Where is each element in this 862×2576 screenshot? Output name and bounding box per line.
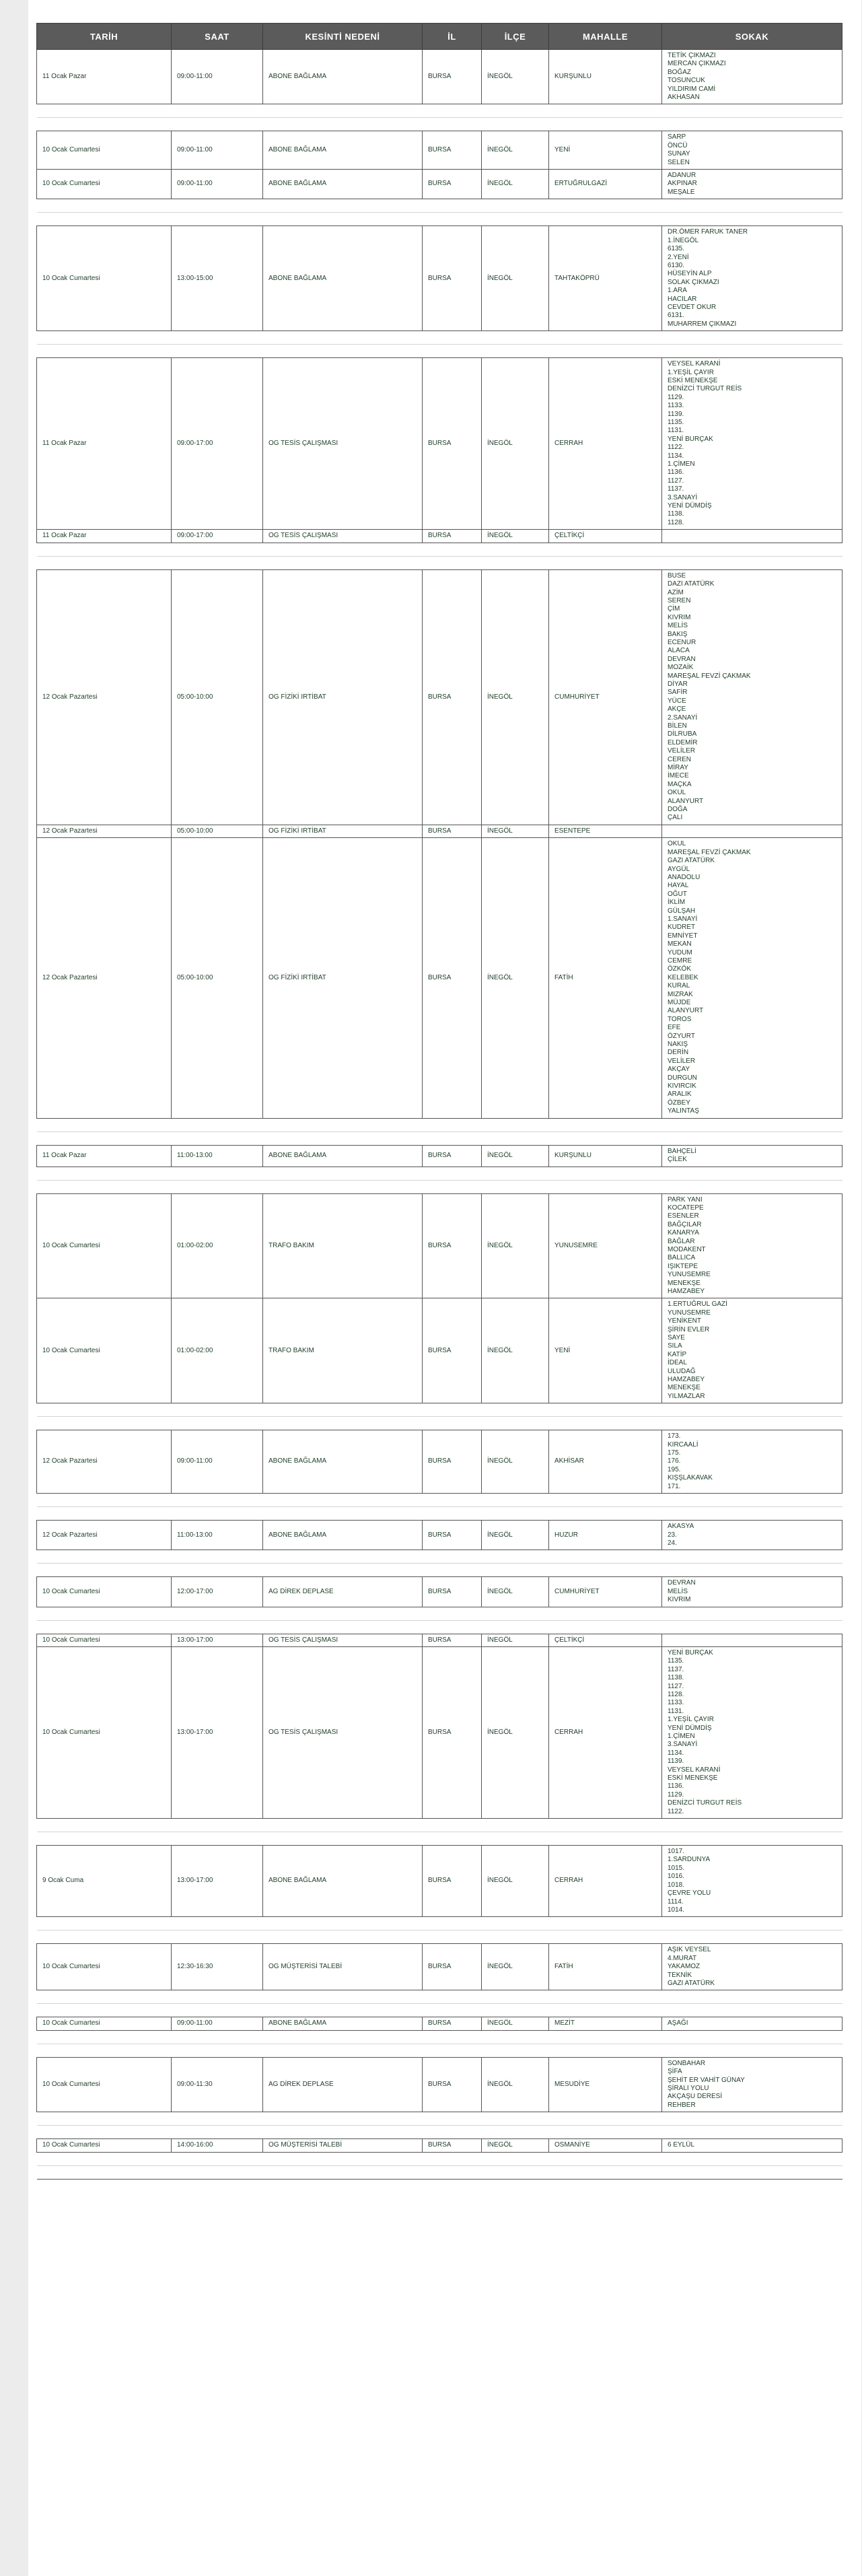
cell-time: 13:00-17:00 [172, 1646, 263, 1818]
cell-neighborhood: HUZUR [549, 1521, 662, 1550]
cell-date: 10 Ocak Cumartesi [37, 226, 172, 331]
cell-streets: DEVRAN MELİS KIVRIM [662, 1577, 842, 1607]
cell-streets: PARK YANI KOCATEPE ESENLER BAĞÇILAR KANARYA BAĞLAR MODAKENT BALLICA IŞIKTEPE YUNUSEMRE MENEKŞE HAMZABEY [662, 1193, 842, 1298]
cell-city: BURSA [423, 170, 482, 199]
cell-time: 09:00-11:00 [172, 131, 263, 170]
table-row [37, 1298, 842, 1403]
cell-district: İNEGÖL [482, 1634, 549, 1646]
table-row [37, 1646, 842, 1818]
table-row [37, 1944, 842, 1990]
cell-date: 12 Ocak Pazartesi [37, 825, 172, 837]
row-separator [37, 2112, 842, 2139]
cell-reason: AG DİREK DEPLASE [263, 2057, 423, 2112]
separator-cell [37, 199, 842, 226]
cell-time: 09:00-11:00 [172, 50, 263, 104]
row-separator [37, 1607, 842, 1634]
row-separator [37, 1167, 842, 1193]
cell-district: İNEGÖL [482, 131, 549, 170]
cell-date: 10 Ocak Cumartesi [37, 1944, 172, 1990]
row-separator [37, 331, 842, 358]
separator-cell [37, 1819, 842, 1846]
cell-neighborhood: CUMHURİYET [549, 569, 662, 825]
cell-streets: 6 EYLÜL [662, 2139, 842, 2152]
row-separator [37, 1403, 842, 1430]
header-reason[interactable]: KESİNTİ NEDENİ [263, 24, 423, 50]
cell-neighborhood: ESENTEPE [549, 825, 662, 837]
row-separator [37, 2152, 842, 2179]
cell-city: BURSA [423, 50, 482, 104]
cell-reason: AG DİREK DEPLASE [263, 1577, 423, 1607]
cell-district: İNEGÖL [482, 2139, 549, 2152]
cell-reason: OG TESİS ÇALIŞMASI [263, 358, 423, 530]
table-row [37, 1193, 842, 1298]
cell-time: 09:00-11:00 [172, 170, 263, 199]
cell-district: İNEGÖL [482, 1646, 549, 1818]
cell-date: 12 Ocak Pazartesi [37, 569, 172, 825]
row-separator [37, 1550, 842, 1577]
cell-date: 12 Ocak Pazartesi [37, 1521, 172, 1550]
cell-reason: ABONE BAĞLAMA [263, 1430, 423, 1494]
cell-time: 13:00-17:00 [172, 1846, 263, 1917]
separator-cell [37, 1607, 842, 1634]
cell-streets: AŞAĞI [662, 2017, 842, 2030]
cell-city: BURSA [423, 838, 482, 1118]
cell-time: 09:00-17:00 [172, 530, 263, 543]
cell-neighborhood: CERRAH [549, 1846, 662, 1917]
cell-reason: ABONE BAĞLAMA [263, 2017, 423, 2030]
cell-neighborhood: MESUDİYE [549, 2057, 662, 2112]
cell-streets: AŞIK VEYSEL 4.MURAT YAKAMOZ TEKNİK GAZI ATATÜRK [662, 1944, 842, 1990]
cell-district: İNEGÖL [482, 1944, 549, 1990]
header-time[interactable]: SAAT [172, 24, 263, 50]
cell-streets: 173. KIRCAALİ 175. 176. 195. KIŞŞLAKAVAK 171. [662, 1430, 842, 1494]
cell-date: 10 Ocak Cumartesi [37, 1193, 172, 1298]
cell-city: BURSA [423, 2017, 482, 2030]
cell-neighborhood: MEZİT [549, 2017, 662, 2030]
cell-reason: OG TESİS ÇALIŞMASI [263, 530, 423, 543]
table-header-row [37, 24, 842, 50]
cell-district: İNEGÖL [482, 1521, 549, 1550]
cell-city: BURSA [423, 1521, 482, 1550]
cell-date: 12 Ocak Pazartesi [37, 1430, 172, 1494]
table-row [37, 2057, 842, 2112]
cell-reason: OG MÜŞTERİSİ TALEBİ [263, 2139, 423, 2152]
cell-reason: TRAFO BAKIM [263, 1193, 423, 1298]
cell-time: 12:30-16:30 [172, 1944, 263, 1990]
cell-city: BURSA [423, 1298, 482, 1403]
cell-district: İNEGÖL [482, 825, 549, 837]
cell-time: 13:00-15:00 [172, 226, 263, 331]
separator-cell [37, 1118, 842, 1145]
cell-neighborhood: CERRAH [549, 1646, 662, 1818]
cell-reason: ABONE BAĞLAMA [263, 1846, 423, 1917]
cell-streets: VEYSEL KARANİ 1.YEŞİL ÇAYIR ESKİ MENEKŞE DENİZCİ TURGUT REİS 1129. 1133. 1139. 1135. 1131. YENİ BURÇAK 1122. 1134. 1.ÇİMEN 1136. 1127. 1137. 3.SANAYİ YENİ DÜMDİŞ 1138. 1128. [662, 358, 842, 530]
header-city[interactable]: İL [423, 24, 482, 50]
header-streets[interactable]: SOKAK [662, 24, 842, 50]
separator-cell [37, 1990, 842, 2017]
cell-neighborhood: ERTUĞRULGAZİ [549, 170, 662, 199]
table-row [37, 2139, 842, 2152]
cell-date: 10 Ocak Cumartesi [37, 1298, 172, 1403]
cell-date: 10 Ocak Cumartesi [37, 1634, 172, 1646]
separator-cell [37, 2152, 842, 2179]
separator-cell [37, 331, 842, 358]
cell-reason: ABONE BAĞLAMA [263, 50, 423, 104]
cell-neighborhood: KURŞUNLU [549, 1145, 662, 1167]
cell-time: 01:00-02:00 [172, 1193, 263, 1298]
cell-district: İNEGÖL [482, 1430, 549, 1494]
cell-reason: ABONE BAĞLAMA [263, 1145, 423, 1167]
header-neighborhood[interactable]: MAHALLE [549, 24, 662, 50]
cell-neighborhood: FATİH [549, 838, 662, 1118]
row-separator [37, 1917, 842, 1944]
cell-district: İNEGÖL [482, 1577, 549, 1607]
cell-date: 10 Ocak Cumartesi [37, 170, 172, 199]
cell-time: 05:00-10:00 [172, 838, 263, 1118]
cell-reason: ABONE BAĞLAMA [263, 226, 423, 331]
cell-date: 11 Ocak Pazar [37, 530, 172, 543]
table-row [37, 825, 842, 837]
cell-time: 09:00-11:00 [172, 1430, 263, 1494]
cell-reason: OG FİZİKİ IRTİBAT [263, 569, 423, 825]
table-row [37, 226, 842, 331]
cell-time: 12:00-17:00 [172, 1577, 263, 1607]
cell-district: İNEGÖL [482, 838, 549, 1118]
cell-date: 9 Ocak Cuma [37, 1846, 172, 1917]
cell-date: 11 Ocak Pazar [37, 1145, 172, 1167]
cell-time: 09:00-11:00 [172, 2017, 263, 2030]
cell-neighborhood: ÇELTİKÇİ [549, 530, 662, 543]
cell-reason: OG MÜŞTERİSİ TALEBİ [263, 1944, 423, 1990]
cell-district: İNEGÖL [482, 569, 549, 825]
row-separator [37, 1990, 842, 2017]
cell-time: 11:00-13:00 [172, 1145, 263, 1167]
cell-date: 10 Ocak Cumartesi [37, 2057, 172, 2112]
cell-date: 10 Ocak Cumartesi [37, 131, 172, 170]
cell-time: 09:00-17:00 [172, 358, 263, 530]
cell-time: 05:00-10:00 [172, 569, 263, 825]
cell-time: 13:00-17:00 [172, 1634, 263, 1646]
row-separator [37, 2030, 842, 2057]
cell-city: BURSA [423, 2057, 482, 2112]
cell-district: İNEGÖL [482, 226, 549, 331]
cell-neighborhood: YENİ [549, 1298, 662, 1403]
cell-city: BURSA [423, 1944, 482, 1990]
separator-cell [37, 1917, 842, 1944]
cell-time: 01:00-02:00 [172, 1298, 263, 1403]
cell-city: BURSA [423, 1430, 482, 1494]
table-row [37, 1634, 842, 1646]
cell-district: İNEGÖL [482, 1145, 549, 1167]
header-district[interactable]: İLÇE [482, 24, 549, 50]
separator-cell [37, 104, 842, 131]
cell-neighborhood: ÇELTİKÇİ [549, 1634, 662, 1646]
separator-cell [37, 2030, 842, 2057]
cell-district: İNEGÖL [482, 530, 549, 543]
cell-city: BURSA [423, 1145, 482, 1167]
cell-streets: DR.ÖMER FARUK TANER 1.İNEGÖL 6135. 2.YENİ 6130. HÜSEYİN ALP SOLAK ÇIKMAZI 1.ARA HACILAR CEVDET OKUR 6131. MUHARREM ÇIKMAZI [662, 226, 842, 331]
row-separator [37, 543, 842, 569]
cell-district: İNEGÖL [482, 170, 549, 199]
cell-city: BURSA [423, 1193, 482, 1298]
cell-neighborhood: CUMHURİYET [549, 1577, 662, 1607]
cell-reason: ABONE BAĞLAMA [263, 1521, 423, 1550]
cell-reason: OG FİZİKİ IRTİBAT [263, 838, 423, 1118]
separator-cell [37, 543, 842, 569]
separator-cell [37, 1494, 842, 1521]
cell-streets [662, 1634, 842, 1646]
cell-time: 05:00-10:00 [172, 825, 263, 837]
cell-neighborhood: FATİH [549, 1944, 662, 1990]
cell-streets: BAHÇELİ ÇİLEK [662, 1145, 842, 1167]
cell-neighborhood: TAHTAKÖPRÜ [549, 226, 662, 331]
page [28, 0, 861, 2576]
table-row [37, 2017, 842, 2030]
cell-city: BURSA [423, 1646, 482, 1818]
cell-district: İNEGÖL [482, 358, 549, 530]
cell-reason: TRAFO BAKIM [263, 1298, 423, 1403]
cell-streets: SARP ÖNCÜ SUNAY SELEN [662, 131, 842, 170]
cell-city: BURSA [423, 825, 482, 837]
cell-reason: OG TESİS ÇALIŞMASI [263, 1634, 423, 1646]
cell-streets [662, 825, 842, 837]
separator-cell [37, 2112, 842, 2139]
cell-district: İNEGÖL [482, 2017, 549, 2030]
cell-reason: ABONE BAĞLAMA [263, 170, 423, 199]
outage-table [36, 23, 842, 2180]
cell-city: BURSA [423, 358, 482, 530]
cell-district: İNEGÖL [482, 1846, 549, 1917]
table-row [37, 170, 842, 199]
table-row [37, 530, 842, 543]
table-row [37, 569, 842, 825]
cell-date: 11 Ocak Pazar [37, 358, 172, 530]
cell-date: 10 Ocak Cumartesi [37, 2017, 172, 2030]
cell-streets: TETİK ÇIKMAZI MERCAN ÇIKMAZI BOĞAZ TOSUNCUK YILDIRIM CAMİ AKHASAN [662, 50, 842, 104]
cell-neighborhood: KURŞUNLU [549, 50, 662, 104]
cell-time: 11:00-13:00 [172, 1521, 263, 1550]
table-body [37, 50, 842, 2180]
cell-streets: BUSE DAZI ATATÜRK AZİM SEREN ÇİM KIVRIM MELİS BAKIŞ ECENUR ALACA DEVRAN MOZAİK MAREŞAL FEVZİ ÇAKMAK DİYAR SAFİR YÜCE AKÇE 2.SANAYİ BİLEN DİLRUBA ELDEMİR VELİLER CEREN MİRAY İMECE MAÇKA OKUL ALANYURT DOĞA ÇALI [662, 569, 842, 825]
cell-time: 09:00-11:30 [172, 2057, 263, 2112]
cell-time: 14:00-16:00 [172, 2139, 263, 2152]
cell-district: İNEGÖL [482, 1298, 549, 1403]
row-separator [37, 1819, 842, 1846]
cell-streets: SONBAHAR ŞİFA ŞEHİT ER VAHİT GÜNAY ŞİRALI YOLU AKÇAŞU DERESİ REHBER [662, 2057, 842, 2112]
cell-streets: AKASYA 23. 24. [662, 1521, 842, 1550]
cell-district: İNEGÖL [482, 1193, 549, 1298]
cell-date: 12 Ocak Pazartesi [37, 838, 172, 1118]
cell-reason: OG TESİS ÇALIŞMASI [263, 1646, 423, 1818]
table-row [37, 1521, 842, 1550]
table-row [37, 1430, 842, 1494]
cell-neighborhood: YUNUSEMRE [549, 1193, 662, 1298]
cell-city: BURSA [423, 226, 482, 331]
cell-neighborhood: YENİ [549, 131, 662, 170]
cell-reason: ABONE BAĞLAMA [263, 131, 423, 170]
header-date[interactable]: TARİH [37, 24, 172, 50]
cell-streets: 1017. 1.SARDUNYA 1015. 1016. 1018. ÇEVRE YOLU 1114. 1014. [662, 1846, 842, 1917]
cell-city: BURSA [423, 1577, 482, 1607]
cell-date: 10 Ocak Cumartesi [37, 1646, 172, 1818]
table-row [37, 1846, 842, 1917]
cell-date: 11 Ocak Pazar [37, 50, 172, 104]
cell-neighborhood: OSMANİYE [549, 2139, 662, 2152]
separator-cell [37, 1550, 842, 1577]
cell-streets: YENİ BURÇAK 1135. 1137. 1138. 1127. 1128. 1133. 1131. 1.YEŞİL ÇAYIR YENİ DÜMDİŞ 1.ÇİMEN 3.SANAYİ 1134. 1139. VEYSEL KARANİ ESKİ MENEKŞE 1136. 1129. DENİZCİ TURGUT REİS 1122. [662, 1646, 842, 1818]
cell-city: BURSA [423, 569, 482, 825]
cell-streets [662, 530, 842, 543]
table-row [37, 1145, 842, 1167]
table-row [37, 1577, 842, 1607]
separator-cell [37, 1167, 842, 1193]
cell-city: BURSA [423, 1846, 482, 1917]
row-separator [37, 1494, 842, 1521]
cell-streets: ADANUR AKPINAR MEŞALE [662, 170, 842, 199]
cell-city: BURSA [423, 131, 482, 170]
cell-city: BURSA [423, 2139, 482, 2152]
table-row [37, 131, 842, 170]
table-row [37, 358, 842, 530]
separator-cell [37, 1403, 842, 1430]
table-row [37, 50, 842, 104]
cell-neighborhood: CERRAH [549, 358, 662, 530]
cell-district: İNEGÖL [482, 50, 549, 104]
cell-date: 10 Ocak Cumartesi [37, 1577, 172, 1607]
cell-reason: OG FİZİKİ IRTİBAT [263, 825, 423, 837]
row-separator [37, 199, 842, 226]
table-row [37, 838, 842, 1118]
row-separator [37, 1118, 842, 1145]
cell-streets: 1.ERTUĞRUL GAZİ YUNUSEMRE YENİKENT ŞİRİN EVLER SAYE SILA KATİP İDEAL ULUDAĞ HAMZABEY MENEKŞE YILMAZLAR [662, 1298, 842, 1403]
cell-district: İNEGÖL [482, 2057, 549, 2112]
cell-date: 10 Ocak Cumartesi [37, 2139, 172, 2152]
cell-city: BURSA [423, 530, 482, 543]
cell-city: BURSA [423, 1634, 482, 1646]
row-separator [37, 104, 842, 131]
cell-streets: OKUL MAREŞAL FEVZİ ÇAKMAK GAZI ATATÜRK AYGÜL ANADOLU HAYAL OĞUT İKLİM GÜLŞAH 1.SANAYİ KUDRET EMNİYET MEKAN YUDUM CEMRE ÖZKÖK KELEBEK KURAL MIZRAK MÜJDE ALANYURT TOROS EFE ÖZYURT NAKIŞ DERİN VELİLER AKÇAY DURGUN KIVIRCIK ARALIK ÖZBEY YALINTAŞ [662, 838, 842, 1118]
cell-neighborhood: AKHİSAR [549, 1430, 662, 1494]
